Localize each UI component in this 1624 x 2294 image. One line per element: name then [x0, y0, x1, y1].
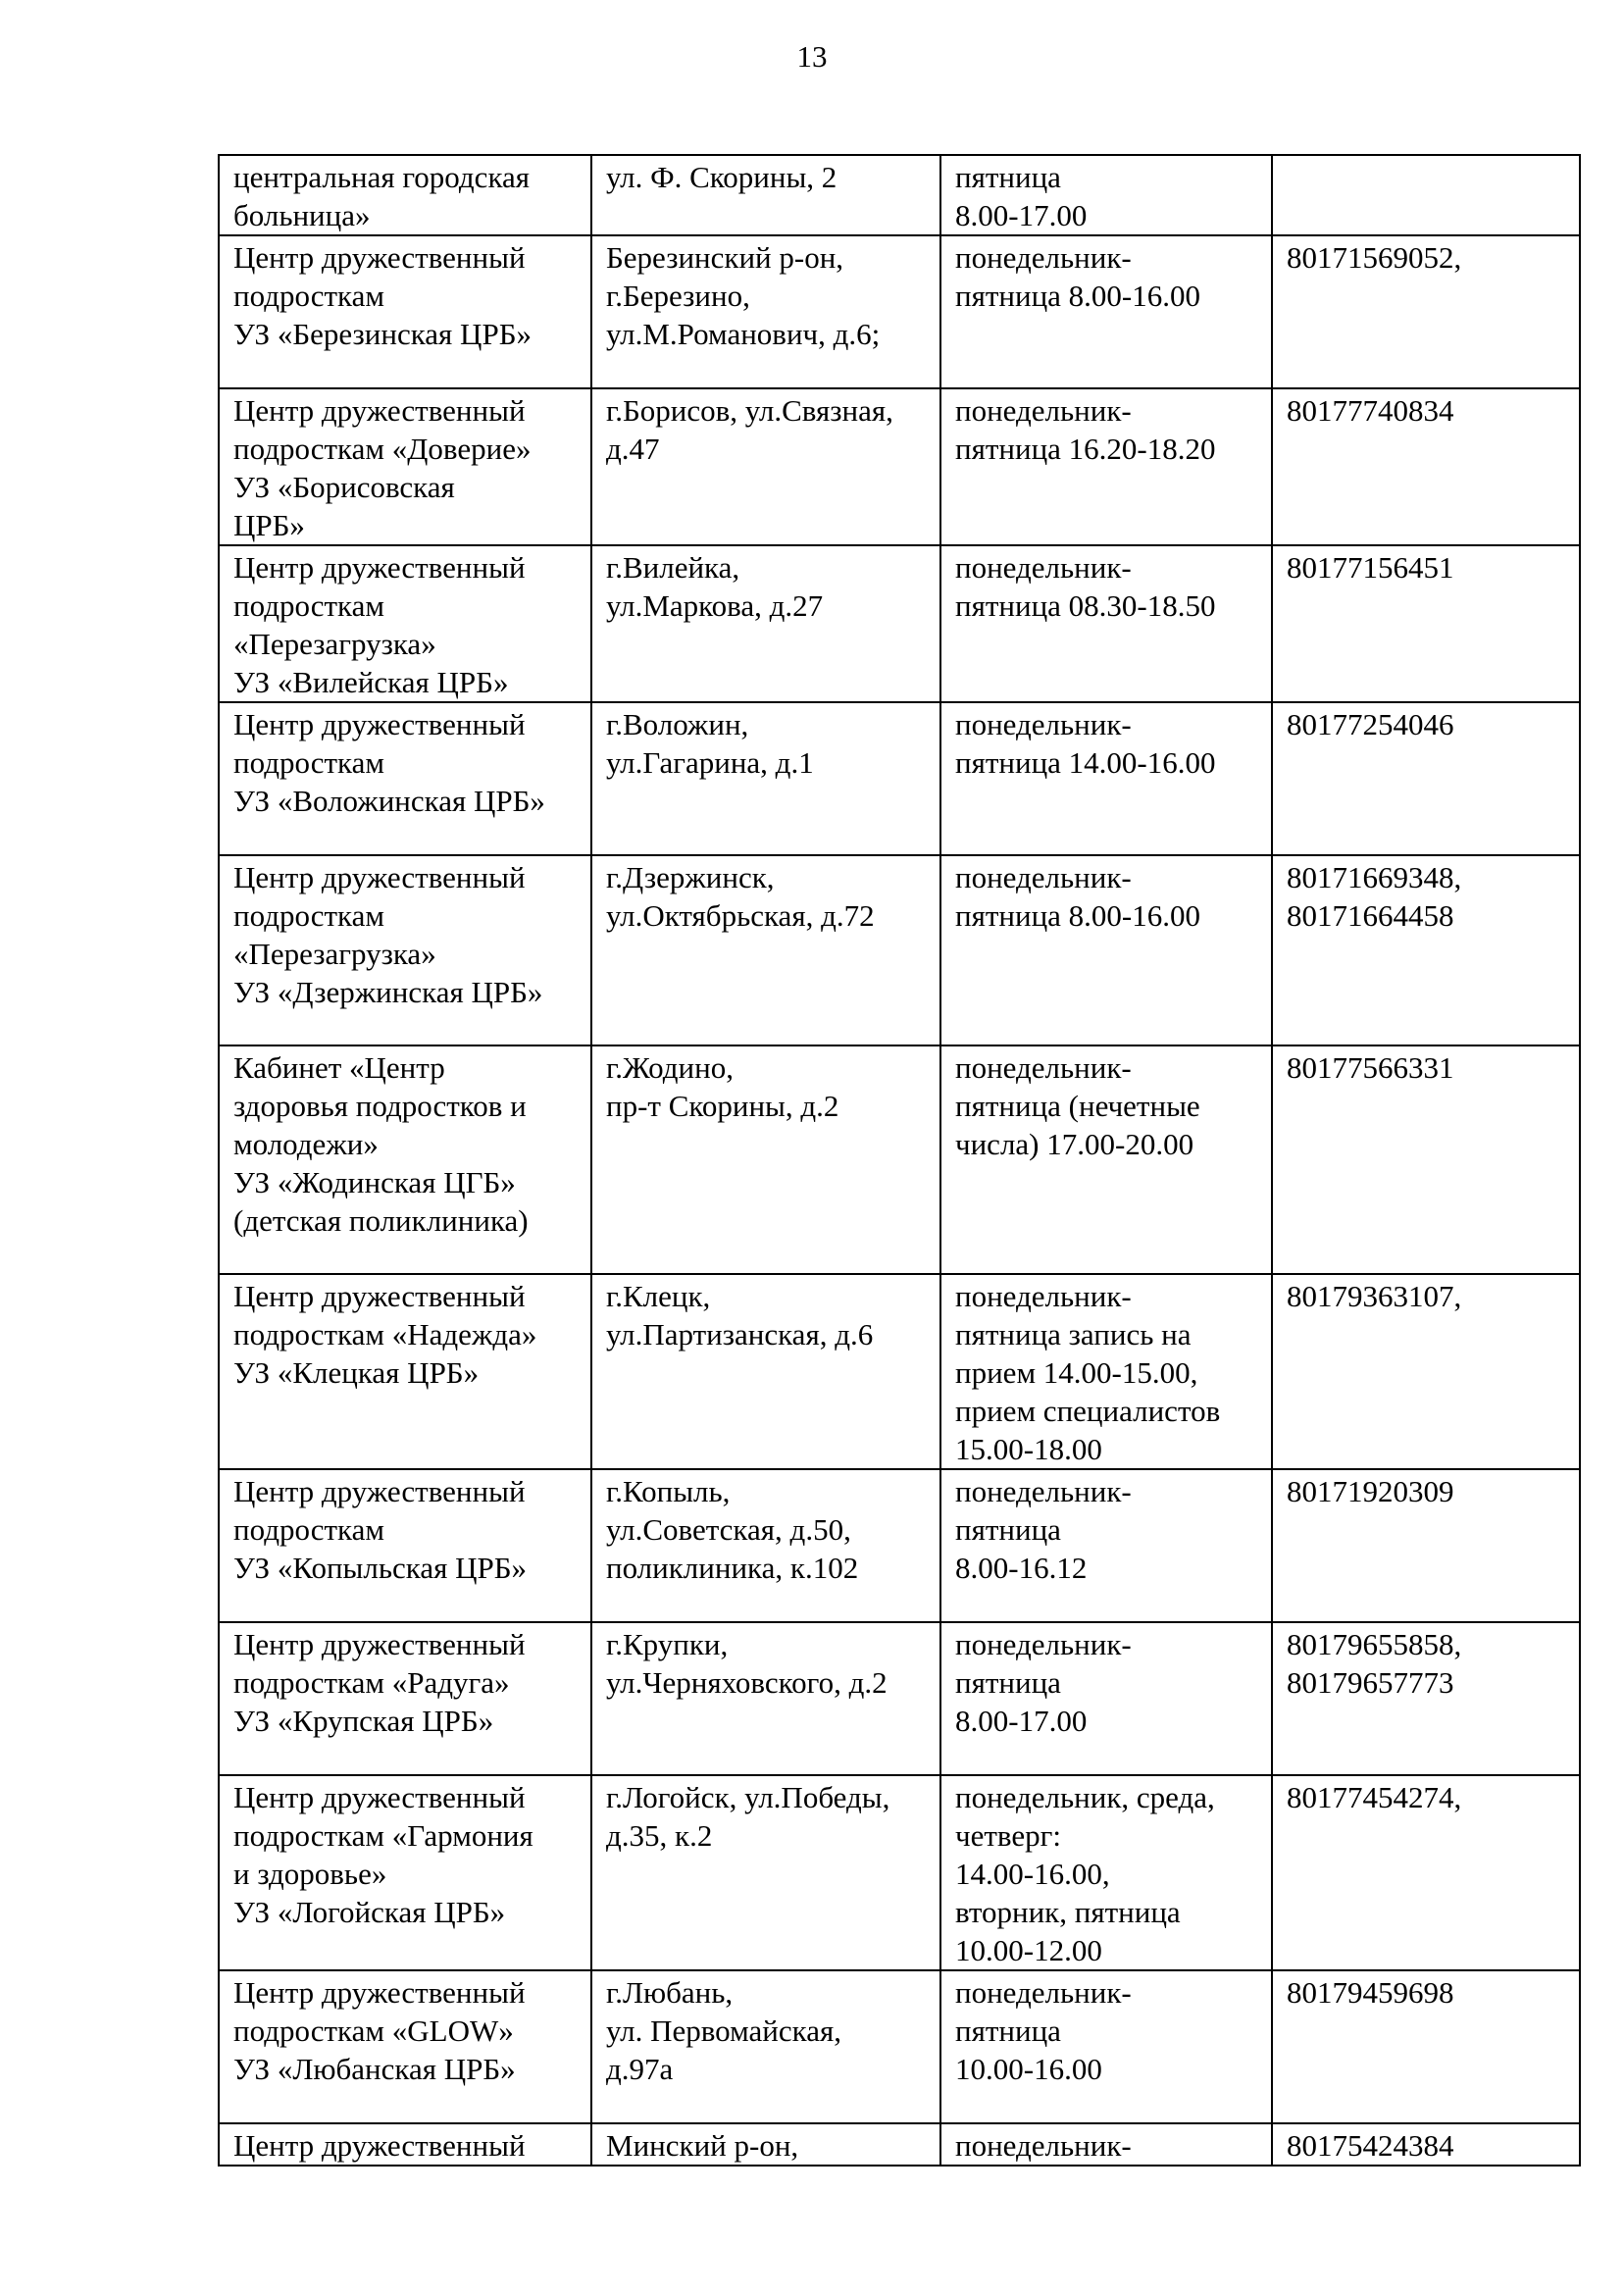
clinic-name-cell: Центр дружественный подросткам «Гармония и здоровье» УЗ «Логойская ЦРБ»	[219, 1775, 591, 1970]
clinic-name-cell: центральная городская больница»	[219, 155, 591, 235]
hours-cell: понедельник, среда, четверг: 14.00-16.00, вторник, пятница 10.00-12.00	[940, 1775, 1272, 1970]
phone-cell: 80179655858, 80179657773	[1272, 1622, 1580, 1775]
address-cell: г.Вилейка, ул.Маркова, д.27	[591, 545, 940, 702]
hours-cell: понедельник- пятница 8.00-16.00	[940, 235, 1272, 388]
table-row	[219, 702, 1580, 855]
hours-cell: понедельник- пятница 8.00-16.00	[940, 855, 1272, 1045]
address-cell: г.Жодино, пр-т Скорины, д.2	[591, 1045, 940, 1274]
table-row	[219, 1045, 1580, 1274]
hours-cell: понедельник- пятница 08.30-18.50	[940, 545, 1272, 702]
table-row	[219, 1970, 1580, 2123]
clinic-name-cell: Центр дружественный подросткам «Перезагрузка» УЗ «Вилейская ЦРБ»	[219, 545, 591, 702]
address-cell: г.Дзержинск, ул.Октябрьская, д.72	[591, 855, 940, 1045]
table-row	[219, 855, 1580, 1045]
clinic-name-cell: Центр дружественный подросткам «Радуга» УЗ «Крупская ЦРБ»	[219, 1622, 591, 1775]
clinic-name-cell: Центр дружественный	[219, 2123, 591, 2166]
page-number: 13	[796, 39, 828, 74]
hours-cell: понедельник-	[940, 2123, 1272, 2166]
address-cell: ул. Ф. Скорины, 2	[591, 155, 940, 235]
address-cell: Минский р-он,	[591, 2123, 940, 2166]
table-row	[219, 1274, 1580, 1469]
clinics-table	[218, 154, 1581, 2167]
phone-cell: 80177254046	[1272, 702, 1580, 855]
address-cell: г.Копыль, ул.Советская, д.50, поликлиника, к.102	[591, 1469, 940, 1622]
table-row	[219, 1775, 1580, 1970]
table-row	[219, 2123, 1580, 2166]
phone-cell: 80179363107,	[1272, 1274, 1580, 1469]
clinic-name-cell: Центр дружественный подросткам «GLOW» УЗ «Любанская ЦРБ»	[219, 1970, 591, 2123]
clinic-name-cell: Центр дружественный подросткам «Перезагрузка» УЗ «Дзержинская ЦРБ»	[219, 855, 591, 1045]
clinic-name-cell: Центр дружественный подросткам УЗ «Копыльская ЦРБ»	[219, 1469, 591, 1622]
clinic-name-cell: Центр дружественный подросткам УЗ «Березинская ЦРБ»	[219, 235, 591, 388]
phone-cell: 80171569052,	[1272, 235, 1580, 388]
clinic-name-cell: Центр дружественный подросткам УЗ «Воложинская ЦРБ»	[219, 702, 591, 855]
hours-cell: понедельник- пятница 8.00-16.12	[940, 1469, 1272, 1622]
address-cell: г.Логойск, ул.Победы, д.35, к.2	[591, 1775, 940, 1970]
address-cell: г.Борисов, ул.Связная, д.47	[591, 388, 940, 545]
phone-cell: 80175424384	[1272, 2123, 1580, 2166]
hours-cell: понедельник- пятница 14.00-16.00	[940, 702, 1272, 855]
address-cell: г.Воложин, ул.Гагарина, д.1	[591, 702, 940, 855]
hours-cell: понедельник- пятница (нечетные числа) 17.00-20.00	[940, 1045, 1272, 1274]
table-row	[219, 235, 1580, 388]
phone-cell: 80177740834	[1272, 388, 1580, 545]
hours-cell: пятница 8.00-17.00	[940, 155, 1272, 235]
hours-cell: понедельник- пятница 10.00-16.00	[940, 1970, 1272, 2123]
table-row	[219, 155, 1580, 235]
hours-cell: понедельник- пятница 16.20-18.20	[940, 388, 1272, 545]
table-row	[219, 388, 1580, 545]
clinic-name-cell: Кабинет «Центр здоровья подростков и молодежи» УЗ «Жодинская ЦГБ» (детская поликлиника)	[219, 1045, 591, 1274]
table-row	[219, 1469, 1580, 1622]
address-cell: г.Клецк, ул.Партизанская, д.6	[591, 1274, 940, 1469]
clinic-name-cell: Центр дружественный подросткам «Доверие» УЗ «Борисовская ЦРБ»	[219, 388, 591, 545]
phone-cell: 80177566331	[1272, 1045, 1580, 1274]
address-cell: г.Крупки, ул.Черняховского, д.2	[591, 1622, 940, 1775]
hours-cell: понедельник- пятница запись на прием 14.00-15.00, прием специалистов 15.00-18.00	[940, 1274, 1272, 1469]
phone-cell: 80179459698	[1272, 1970, 1580, 2123]
phone-cell: 80171669348, 80171664458	[1272, 855, 1580, 1045]
phone-cell: 80177454274,	[1272, 1775, 1580, 1970]
address-cell: г.Любань, ул. Первомайская, д.97а	[591, 1970, 940, 2123]
clinic-name-cell: Центр дружественный подросткам «Надежда» УЗ «Клецкая ЦРБ»	[219, 1274, 591, 1469]
hours-cell: понедельник- пятница 8.00-17.00	[940, 1622, 1272, 1775]
table-row	[219, 545, 1580, 702]
phone-cell: 80171920309	[1272, 1469, 1580, 1622]
table-row	[219, 1622, 1580, 1775]
phone-cell	[1272, 155, 1580, 235]
phone-cell: 80177156451	[1272, 545, 1580, 702]
address-cell: Березинский р-он, г.Березино, ул.М.Романович, д.6;	[591, 235, 940, 388]
